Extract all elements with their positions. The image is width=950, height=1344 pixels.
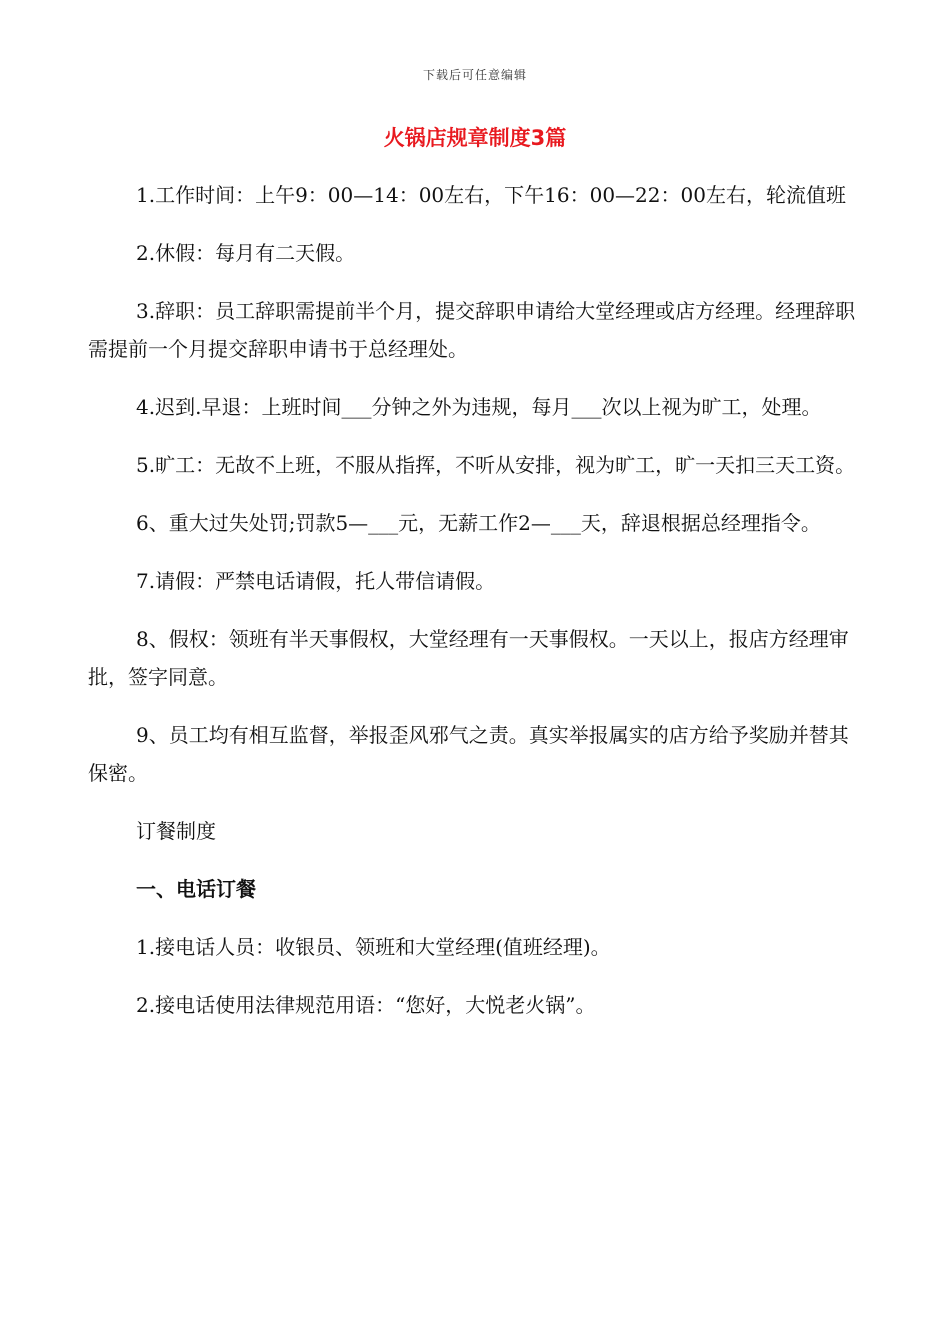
header-note: 下载后可任意编辑 bbox=[422, 68, 527, 82]
paragraph-phone-greeting: 2.接电话使用法律规范用语：“您好，大悦老火锅”。 bbox=[136, 993, 596, 1017]
subsection-heading-phone-order: 一、电话订餐 bbox=[136, 877, 256, 901]
paragraph-major-fault: 6、重大过失处罚;罚款5—___元，无薪工作2—___天，辞退根据总经理指令。 bbox=[136, 511, 821, 535]
paragraph-work-hours: 1.工作时间：上午9：00—14：00左右，下午16：00—22：00左右，轮流值班 bbox=[136, 183, 846, 207]
paragraph-leave-authority: 8、假权：领班有半天事假权，大堂经理有一天事假权。一天以上，报店方经理审批，签字同意。 bbox=[88, 627, 849, 689]
document-body bbox=[88, 176, 866, 1044]
paragraph-supervision: 9、员工均有相互监督，举报歪风邪气之责。真实举报属实的店方给予奖励并替其保密。 bbox=[88, 723, 849, 785]
document-title: 火锅店规章制度3篇 bbox=[383, 126, 567, 150]
paragraph-phone-staff: 1.接电话人员：收银员、领班和大堂经理(值班经理)。 bbox=[136, 935, 611, 959]
section-heading-ordering: 订餐制度 bbox=[136, 819, 216, 843]
paragraph-vacation: 2.休假：每月有二天假。 bbox=[136, 241, 356, 265]
paragraph-lateness: 4.迟到.早退：上班时间___分钟之外为违规，每月___次以上视为旷工，处理。 bbox=[136, 395, 822, 419]
paragraph-absenteeism: 5.旷工：无故不上班，不服从指挥，不听从安排，视为旷工，旷一天扣三天工资。 bbox=[136, 453, 856, 477]
paragraph-leave-request: 7.请假：严禁电话请假，托人带信请假。 bbox=[136, 569, 496, 593]
paragraph-resignation: 3.辞职：员工辞职需提前半个月，提交辞职申请给大堂经理或店方经理。经理辞职需提前一个月提交辞职申请书于总经理处。 bbox=[88, 299, 856, 361]
